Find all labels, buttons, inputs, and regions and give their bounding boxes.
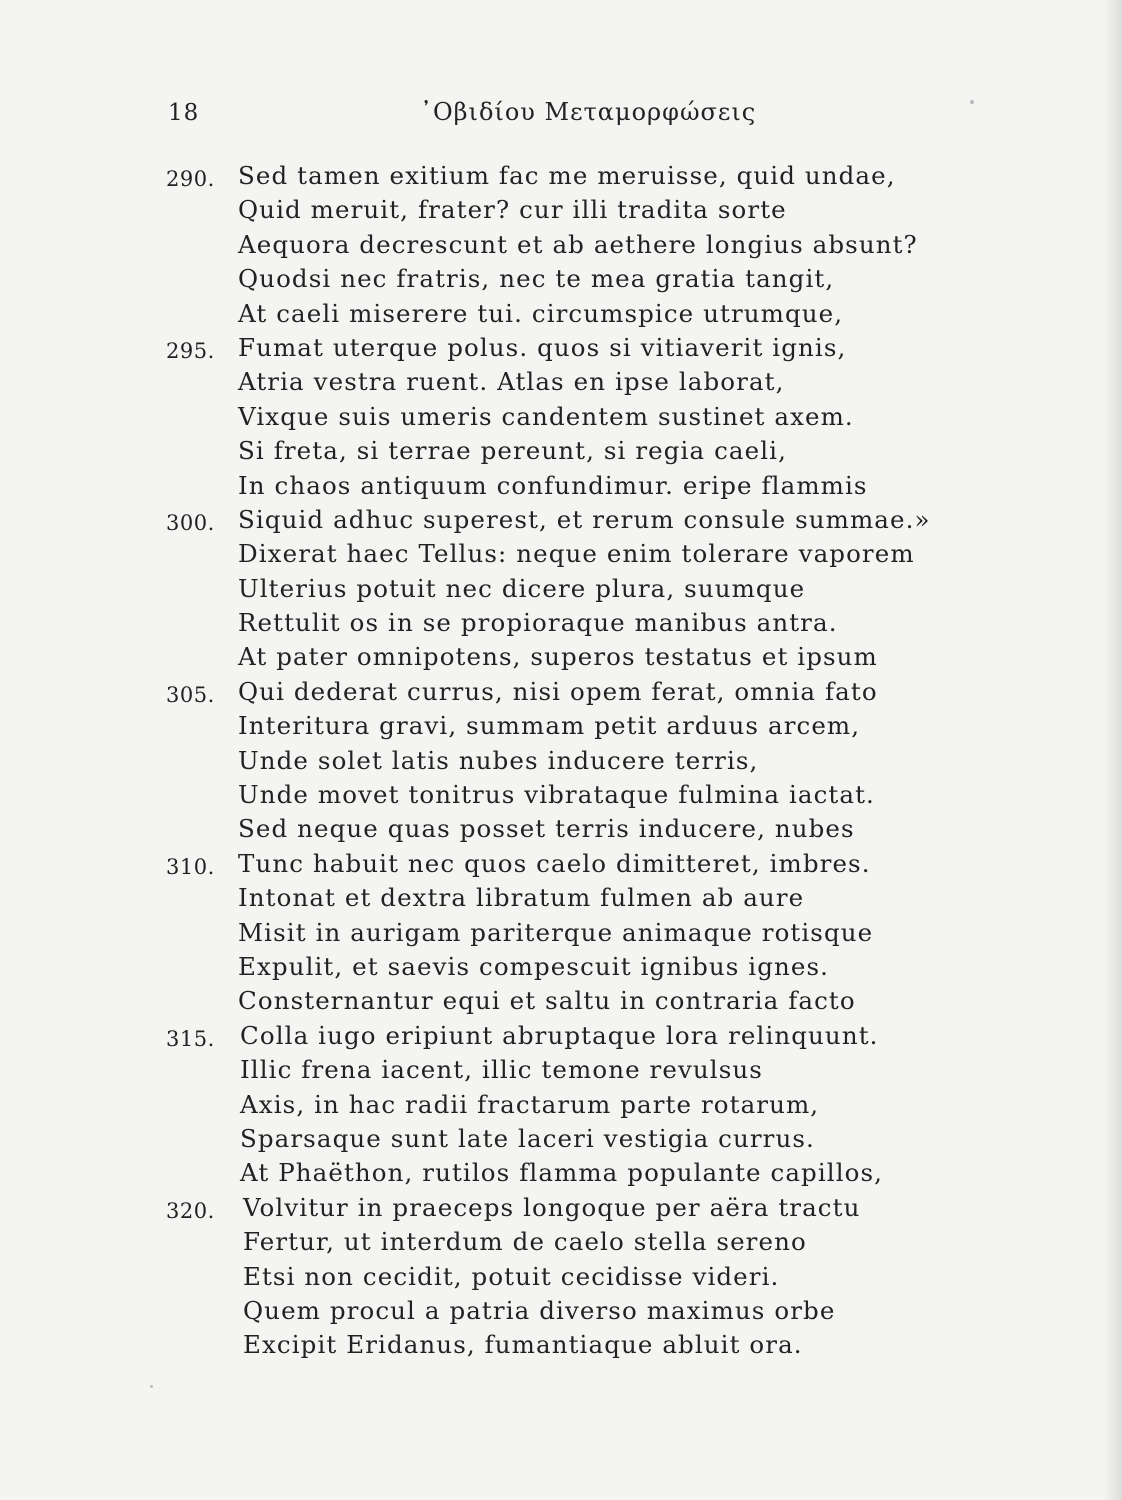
verse-text: Siquid adhuc superest, et rerum consule summae.» (238, 504, 931, 534)
verse-line (0, 916, 1122, 950)
verse-text: Fertur, ut interdum de caelo stella sereno (243, 1227, 807, 1257)
paper-speck (970, 100, 974, 104)
verse-text: Colla iugo eripiunt abruptaque lora relinquunt. (240, 1020, 879, 1050)
verse-text: Sed tamen exitium fac me meruisse, quid undae, (238, 161, 896, 190)
page-number: 18 (168, 100, 200, 126)
verse-line (0, 744, 1122, 778)
verse-line (0, 984, 1122, 1018)
verse-text: Axis, in hac radii fractarum parte rotarum, (240, 1089, 820, 1119)
verse-line (0, 640, 1122, 674)
verse-text: Dixerat haec Tellus: neque enim tolerare vaporem (238, 539, 915, 569)
verse-line (0, 434, 1122, 468)
verse-text: Aequora decrescunt et ab aethere longius absunt? (238, 229, 918, 259)
verse-line (0, 331, 1122, 365)
verse-text: Rettulit os in se propioraque manibus antra. (238, 608, 838, 638)
verse-line (0, 1225, 1122, 1259)
verse-text: Misit in aurigam pariterque animaque rotisque (238, 917, 874, 947)
verse-text: Unde movet tonitrus vibrataque fulmina iactat. (238, 780, 875, 810)
verse-line (0, 606, 1122, 640)
verse-line (0, 193, 1122, 227)
verse-text: Ulterius potuit nec dicere plura, suumque (238, 573, 806, 603)
verse-text: Sparsaque sunt late laceri vestigia currus. (240, 1123, 815, 1153)
line-number: 315. (166, 1026, 215, 1051)
verse-text: Intonat et dextra libratum fulmen ab aure (238, 883, 805, 913)
line-number: 310. (166, 854, 215, 879)
verse-block (0, 159, 1122, 1363)
verse-line (0, 1053, 1122, 1087)
verse-text: Qui dederat currus, nisi opem ferat, omnia fato (238, 676, 878, 706)
verse-line (0, 847, 1122, 881)
verse-line (0, 572, 1122, 606)
verse-text: Sed neque quas posset terris inducere, nubes (238, 814, 855, 844)
verse-line (0, 709, 1122, 743)
verse-text: Unde solet latis nubes inducere terris, (238, 745, 759, 775)
verse-text: Vixque suis umeris candentem sustinet axem. (238, 401, 854, 431)
verse-text: Etsi non cecidit, potuit cecidisse videri. (243, 1261, 780, 1291)
verse-line (0, 1122, 1122, 1156)
verse-line (0, 503, 1122, 537)
verse-line (0, 778, 1122, 812)
verse-line (0, 1019, 1122, 1053)
verse-text: Quodsi nec fratris, nec te mea gratia tangit, (238, 264, 835, 294)
verse-line (0, 1088, 1122, 1122)
line-number: 320. (166, 1198, 215, 1223)
line-number: 295. (166, 338, 215, 363)
verse-text: Tunc habuit nec quos caelo dimitteret, imbres. (238, 848, 871, 878)
verse-text: In chaos antiquum confundimur. eripe flammis (238, 470, 868, 500)
verse-line (0, 228, 1122, 262)
verse-line (0, 812, 1122, 846)
paper-speck (150, 1385, 153, 1388)
line-number: 305. (166, 682, 215, 707)
verse-line (0, 881, 1122, 915)
verse-text: Illic frena iacent, illic temone revulsus (240, 1055, 763, 1085)
verse-text: At pater omnipotens, superos testatus et ipsum (238, 642, 878, 672)
verse-text: Expulit, et saevis compescuit ignibus ignes. (238, 951, 830, 981)
verse-line (0, 537, 1122, 571)
verse-text: Volvitur in praeceps longoque per aëra tractu (243, 1192, 861, 1222)
verse-line (0, 262, 1122, 296)
line-number: 290. (166, 167, 215, 191)
verse-line (0, 159, 1122, 193)
verse-line (0, 1191, 1122, 1225)
verse-text: Quid meruit, frater? cur illi tradita sorte (238, 195, 787, 225)
verse-text: Excipit Eridanus, fumantiaque abluit ora. (243, 1330, 803, 1360)
verse-line (0, 469, 1122, 503)
verse-line (0, 297, 1122, 331)
verse-text: Fumat uterque polus. quos si vitiaverit ignis, (238, 332, 847, 362)
verse-text: Si freta, si terrae pereunt, si regia caeli, (238, 436, 787, 466)
verse-line (0, 675, 1122, 709)
verse-text: Quem procul a patria diverso maximus orbe (243, 1295, 836, 1325)
verse-text: Interitura gravi, summam petit arduus arcem, (238, 711, 861, 741)
verse-text: Consternantur equi et saltu in contraria facto (238, 986, 856, 1016)
verse-line (0, 1156, 1122, 1190)
verse-line (0, 1328, 1122, 1362)
verse-text: At caeli miserere tui. circumspice utrumque, (238, 298, 844, 328)
verse-line (0, 1294, 1122, 1328)
verse-text: Atria vestra ruent. Atlas en ipse laborat, (238, 367, 785, 397)
verse-line (0, 365, 1122, 399)
verse-line (0, 950, 1122, 984)
verse-line (0, 400, 1122, 434)
line-number: 300. (166, 510, 215, 535)
verse-text: At Phaëthon, rutilos flamma populante capillos, (240, 1158, 884, 1188)
running-title: ᾿Οβιδίου Μεταμορφώσεις (420, 98, 757, 126)
verse-line (0, 1260, 1122, 1294)
